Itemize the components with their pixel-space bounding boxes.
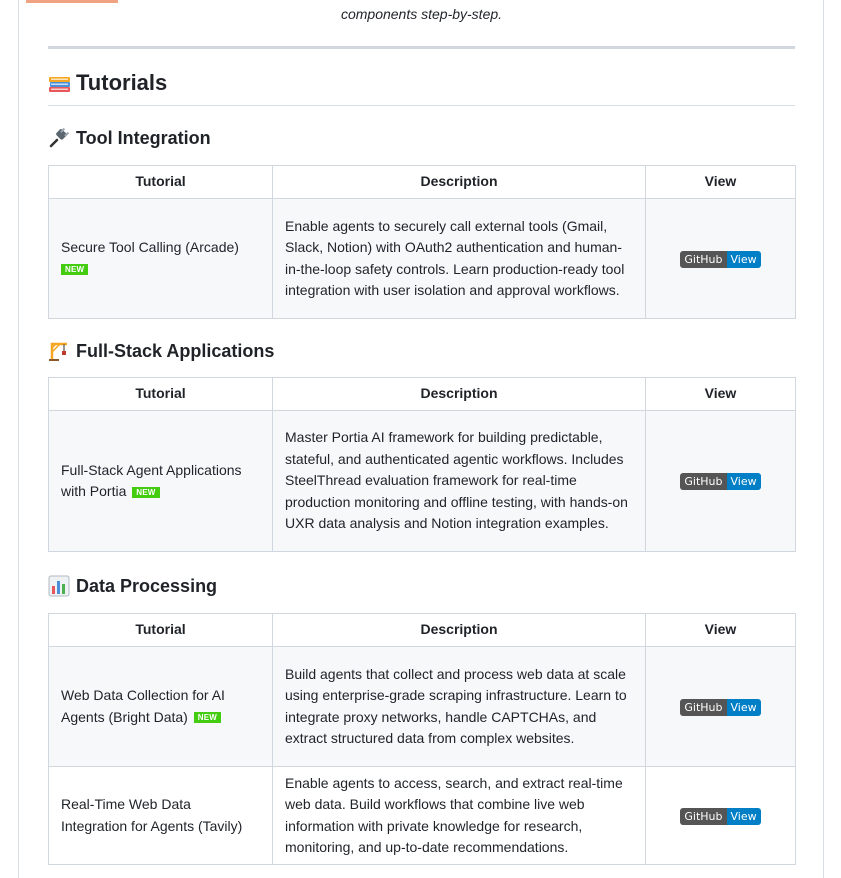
github-badge-label: GitHub: [680, 699, 726, 716]
tutorial-link[interactable]: Real-Time Web Data Integration for Agents (Tavily): [61, 796, 243, 834]
github-view-badge[interactable]: [680, 251, 760, 268]
view-cell: [646, 767, 796, 865]
tutorial-table-data-processing: [48, 613, 796, 865]
github-view-badge[interactable]: [680, 808, 760, 825]
section-title: Data Processing: [76, 576, 218, 596]
description-cell: Enable agents to securely call external tools (Gmail, Slack, Notion) with OAuth2 authentication and human-in-the-loop safety controls. Learn production-ready tool integration with user isolation and approval workflows.: [273, 199, 646, 319]
section-heading-tool-integration: [48, 126, 795, 150]
tutorial-cell: [49, 199, 273, 319]
table-row: [49, 647, 796, 767]
section-title: Full-Stack Applications: [76, 341, 275, 361]
books-icon: [48, 72, 70, 94]
tutorial-link[interactable]: Full-Stack Agent Applications with Portia: [61, 461, 242, 499]
section-heading-full-stack-applications: [48, 339, 795, 363]
column-header-tutorial: Tutorial: [49, 378, 273, 411]
tutorial-cell: [49, 411, 273, 552]
new-badge: NEW: [132, 487, 159, 498]
table-row: [49, 411, 796, 552]
column-header-tutorial: Tutorial: [49, 166, 273, 199]
github-view-badge[interactable]: [680, 473, 760, 490]
github-badge-label: GitHub: [680, 251, 726, 268]
description-cell: Build agents that collect and process web data at scale using enterprise-grade scraping infrastructure. Learn to integrate proxy networks, handle CAPTCHAs, and extract structured data from complex websites.: [273, 647, 646, 767]
tutorial-table-full-stack: [48, 377, 796, 552]
column-header-description: Description: [273, 166, 646, 199]
tutorial-link[interactable]: Secure Tool Calling (Arcade): [61, 239, 239, 255]
tutorials-heading: [48, 69, 795, 106]
column-header-view: View: [646, 166, 796, 199]
description-cell: Enable agents to access, search, and extract real-time web data. Build workflows that combine live web information with private knowledge for research, monitoring, and up-to-date recommendations.: [273, 767, 646, 865]
view-badge-label: View: [727, 808, 761, 825]
tutorial-cell: [49, 647, 273, 767]
table-row: [49, 767, 796, 865]
section-title: Tool Integration: [76, 128, 211, 148]
github-view-badge[interactable]: [680, 699, 760, 716]
column-header-tutorial: Tutorial: [49, 614, 273, 647]
tutorial-cell: [49, 767, 273, 865]
column-header-description: Description: [273, 614, 646, 647]
intro-text: components step-by-step.: [340, 6, 503, 22]
tutorial-table-tool-integration: [48, 165, 796, 319]
column-header-view: View: [646, 378, 796, 411]
github-badge-label: GitHub: [680, 473, 726, 490]
view-badge-label: View: [727, 251, 761, 268]
section-heading-data-processing: [48, 574, 795, 598]
table-row: [49, 199, 796, 319]
plug-icon: [48, 127, 70, 149]
crane-icon: [48, 340, 70, 362]
description-cell: Master Portia AI framework for building predictable, stateful, and authenticated agentic workflows. Includes SteelThread evaluation framework for real-time production monitoring and offline testing, with hands-on UXR data analysis and Notion integration examples.: [273, 411, 646, 552]
github-badge-label: GitHub: [680, 808, 726, 825]
section-divider: [48, 46, 795, 49]
readme-content: [48, 0, 795, 865]
view-cell: [646, 647, 796, 767]
column-header-description: Description: [273, 378, 646, 411]
view-badge-label: View: [727, 699, 761, 716]
view-badge-label: View: [727, 473, 761, 490]
column-header-view: View: [646, 614, 796, 647]
view-cell: [646, 199, 796, 319]
tutorials-title: Tutorials: [76, 70, 168, 95]
new-badge: NEW: [194, 712, 221, 723]
bar-chart-icon: [48, 575, 70, 597]
view-cell: [646, 411, 796, 552]
new-badge: NEW: [61, 264, 88, 275]
tutorial-link[interactable]: Web Data Collection for AI Agents (Bright Data): [61, 687, 225, 725]
